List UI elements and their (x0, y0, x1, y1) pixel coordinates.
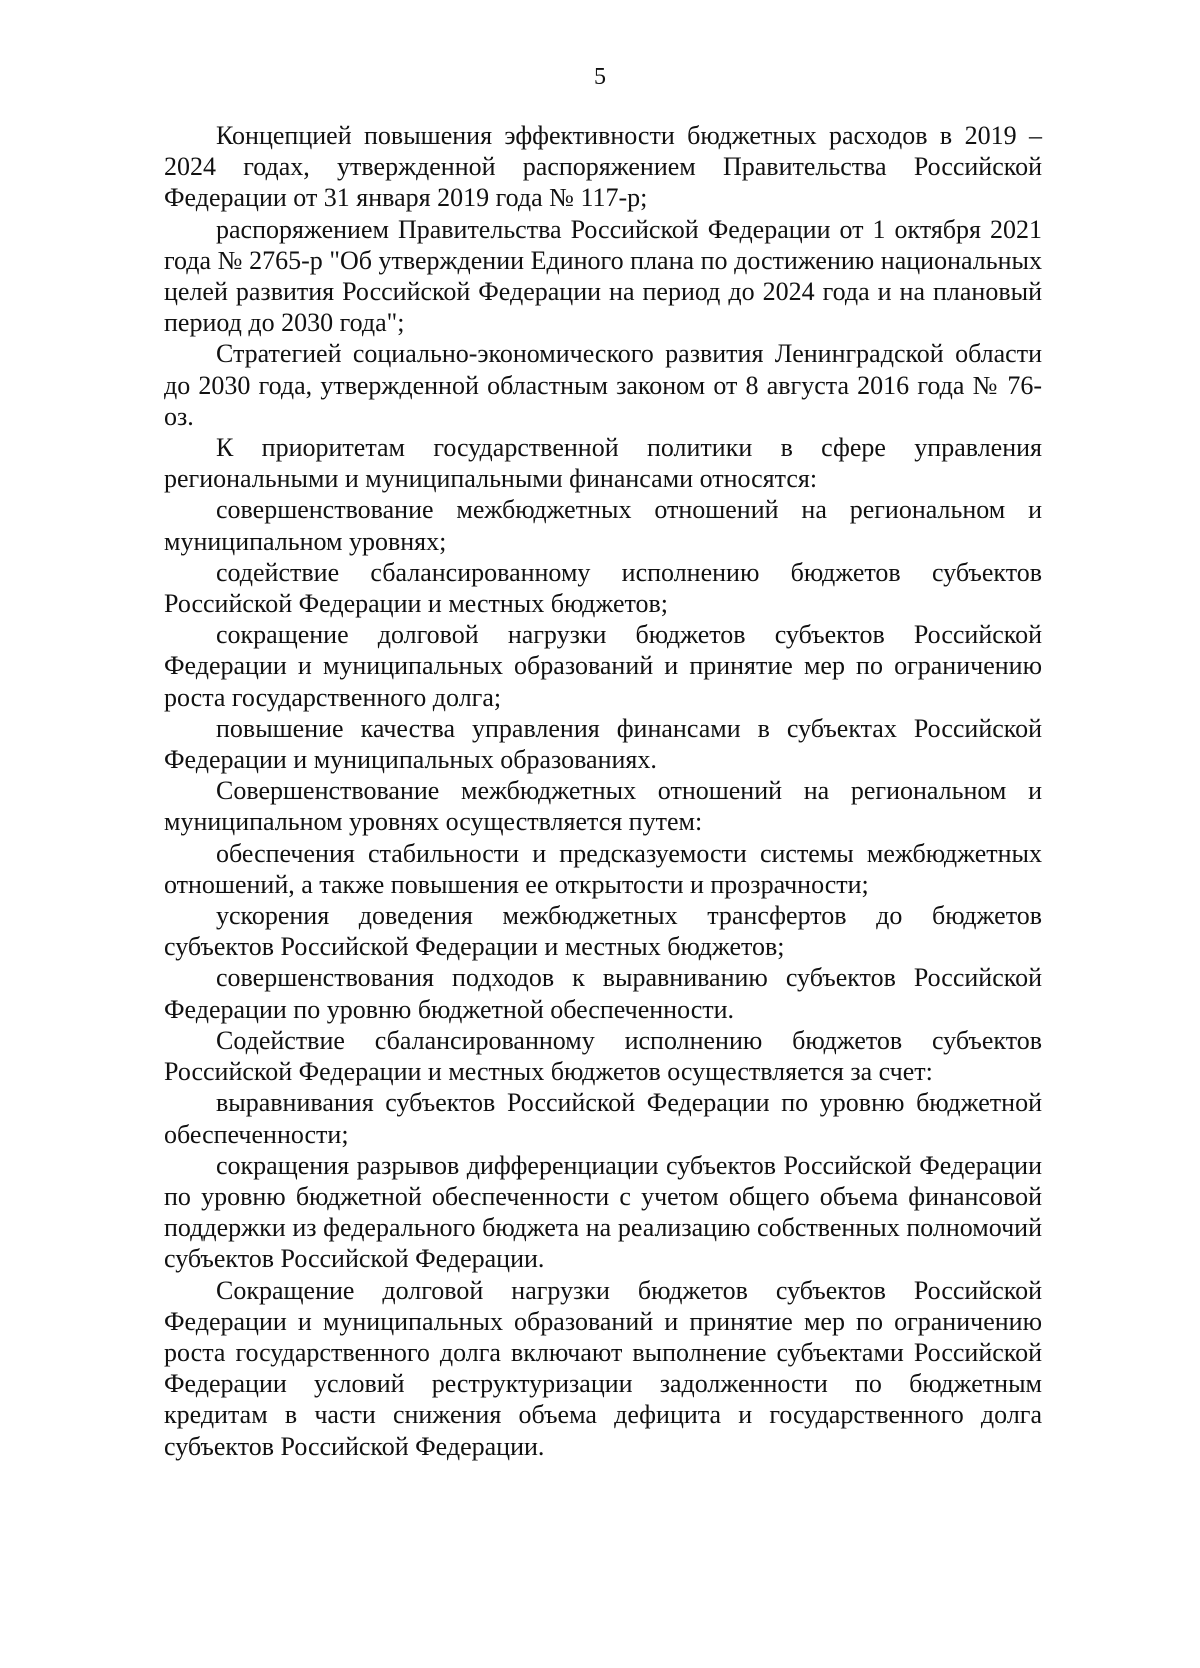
paragraph-differentiation-reduction: сокращения разрывов дифференциации субъектов Российской Федерации по уровню бюджетной обеспеченности с учетом общего объема финансовой поддержки из федерального бюджета на реализацию собственных полномочий субъектов Российской Федерации. (164, 1150, 1042, 1274)
paragraph-equalization-approaches: совершенствования подходов к выравниванию субъектов Российской Федерации по уровню бюджетной обеспеченности. (164, 963, 1042, 1024)
paragraph-priority-finance-quality: повышение качества управления финансами в субъектах Российской Федерации и муниципальных образованиях. (164, 713, 1042, 775)
paragraph-unified-plan-order: распоряжением Правительства Российской Федерации от 1 октября 2021 года № 2765-р "Об утверждении Единого плана по достижению национальных целей развития Российской Федерации на период до 2024 года и на плановый период до 2030 года"; (164, 214, 1042, 338)
paragraph-equalization: выравнивания субъектов Российской Федерации по уровню бюджетной обеспеченности; (164, 1088, 1042, 1149)
paragraph-stability-transparency: обеспечения стабильности и предсказуемости системы межбюджетных отношений, а также повышения ее открытости и прозрачности; (164, 838, 1042, 899)
document-body (164, 120, 1042, 1462)
paragraph-policy-priorities: К приоритетам государственной политики в сфере управления региональными и муниципальными финансами относятся: (164, 433, 1042, 494)
page-number: 5 (594, 64, 606, 90)
paragraph-priority-balanced-execution: содействие сбалансированному исполнению бюджетов субъектов Российской Федерации и местных бюджетов; (164, 557, 1042, 619)
paragraph-priority-interbudget: совершенствование межбюджетных отношений на региональном и муниципальном уровнях; (164, 495, 1042, 556)
paragraph-priority-debt-reduction: сокращение долговой нагрузки бюджетов субъектов Российской Федерации и муниципальных образований и принятие мер по ограничению роста государственного долга; (164, 620, 1042, 712)
paragraph-interbudget-means: Совершенствование межбюджетных отношений на региональном и муниципальном уровнях осуществляется путем: (164, 776, 1042, 837)
paragraph-debt-reduction-means: Сокращение долговой нагрузки бюджетов субъектов Российской Федерации и муниципальных образований и принятие мер по ограничению роста государственного долга включают выполнение субъектами Российской Федерации условий реструктуризации задолженности по бюджетным кредитам в части снижения объема дефицита и государственного долга субъектов Российской Федерации. (164, 1275, 1042, 1461)
paragraph-balanced-execution-means: Содействие сбалансированному исполнению бюджетов субъектов Российской Федерации и местных бюджетов осуществляется за счет: (164, 1025, 1042, 1087)
paragraph-leningrad-strategy: Стратегией социально-экономического развития Ленинградской области до 2030 года, утвержденной областным законом от 8 августа 2016 года № 76-оз. (164, 339, 1042, 431)
paragraph-concept-budget-efficiency: Концепцией повышения эффективности бюджетных расходов в 2019 – 2024 годах, утвержденной распоряжением Правительства Российской Федерации от 31 января 2019 года № 117-р; (164, 121, 1042, 213)
paragraph-transfer-acceleration: ускорения доведения межбюджетных трансфертов до бюджетов субъектов Российской Федерации и местных бюджетов; (164, 901, 1042, 962)
